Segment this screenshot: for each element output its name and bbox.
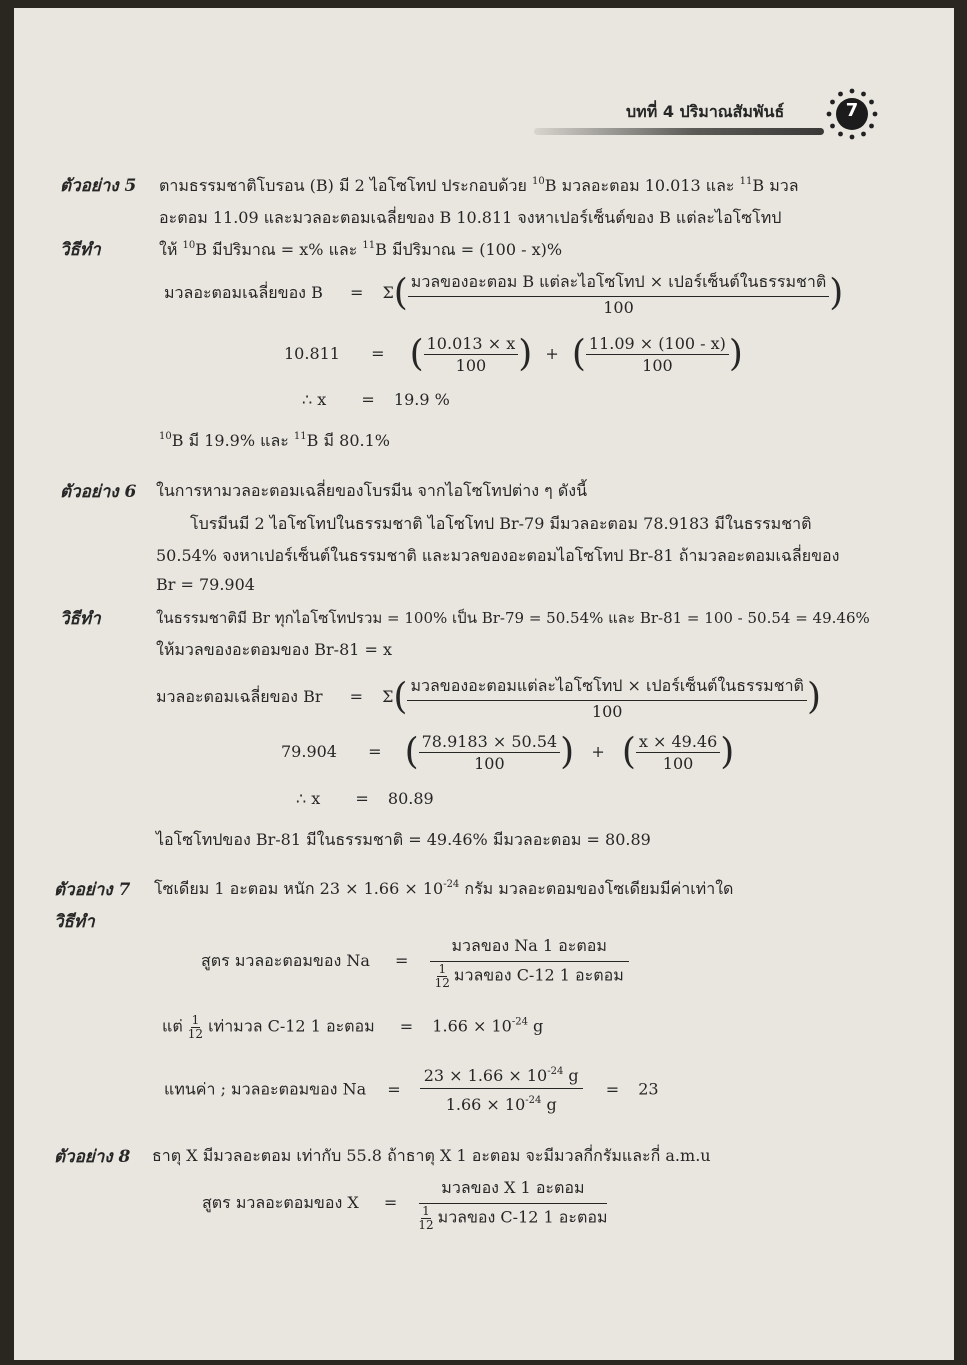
example-5-label: ตัวอย่าง 5 bbox=[60, 176, 137, 196]
example-8-formula: สูตร มวลอะตอมของ X = มวลของ X 1 อะตอม $\frac{1}{12}$ มวลของ C-12 1 อะตอม bbox=[202, 1178, 608, 1232]
example-6-result: ∴ x = 80.89 bbox=[296, 789, 434, 808]
example-6-paragraph-line1: โบรมีนมี 2 ไอโซโทปในธรรมชาติ ไอโซโทป Br-79 มีมวลอะตอม 78.9183 มีในธรรมชาติ bbox=[190, 514, 812, 533]
header-divider-bar bbox=[534, 128, 824, 135]
example-7-question: โซเดียม 1 อะตอม หนัก $23 \times 1.66 \times 10^{-24}$ กรัม มวลอะตอมของโซเดียมมีค่าเท่าใด bbox=[154, 879, 734, 898]
example-7-substitution: แทนค่า ; มวลอะตอมของ Na = $\frac{23 \times 1.66 \times 10^{-24} g}{1.66 \times 10^{-24} g}$ = 23 bbox=[164, 1066, 659, 1114]
example-7-c12-mass: แต่ $\frac{1}{12}$ เท่ามวล C-12 1 อะตอม = $1.66 \times 10^{-24}$ g bbox=[162, 1013, 544, 1041]
example-5-substitution: 10.811 = ( $\frac{10.013 \times x}{100}$ ) + ( $\frac{11.09 \times (100 - x)}{100}$ ) bbox=[284, 333, 743, 375]
example-7-label: ตัวอย่าง 7 bbox=[54, 880, 131, 900]
example-6-method-line1: ในธรรมชาติมี Br ทุกไอโซโทปรวม = 100% เป็น Br-79 = 50.54% และ Br-81 = 100 - 50.54 = 49.46% bbox=[156, 609, 870, 627]
example-7-method-label: วิธีทำ bbox=[54, 912, 95, 932]
chapter-title: บทที่ 4 ปริมาณสัมพันธ์ bbox=[626, 102, 785, 121]
example-8-question: ธาตุ X มีมวลอะตอม เท่ากับ 55.8 ถ้าธาตุ X 1 อะตอม จะมีมวลกี่กรัมและกี่ a.m.u bbox=[152, 1146, 711, 1165]
example-6-substitution: 79.904 = ( $\frac{78.9183 \times 50.54}{100}$ ) + ( $\frac{x \times 49.46}{100}$ ) bbox=[281, 731, 735, 773]
example-6-intro: ในการหามวลอะตอมเฉลี่ยของโบรมีน จากไอโซโทปต่าง ๆ ดังนี้ bbox=[156, 481, 587, 500]
example-5-question-line1: ตามธรรมชาติโบรอน (B) มี 2 ไอโซโทป ประกอบด้วย $^{10}$B มวลอะตอม 10.013 และ $^{11}$B มวล bbox=[159, 176, 799, 195]
example-5-method-label: วิธีทำ bbox=[60, 240, 101, 260]
example-6-paragraph-line2: 50.54% จงหาเปอร์เซ็นต์ในธรรมชาติ และมวลของอะตอมไอโซโทป Br-81 ถ้ามวลอะตอมเฉลี่ยของ bbox=[156, 546, 840, 565]
example-6-label: ตัวอย่าง 6 bbox=[60, 482, 137, 502]
example-7-formula: สูตร มวลอะตอมของ Na = มวลของ Na 1 อะตอม $\frac{1}{12}$ มวลของ C-12 1 อะตอม bbox=[201, 934, 629, 989]
textbook-page bbox=[14, 8, 954, 1360]
example-5-formula: มวลอะตอมเฉลี่ยของ B = Σ( $\frac{\text{มวลของอะตอม B แต่ละไอโซโทป × เปอร์เซ็นต์ในธรรมชาติ}}{100}$ ) bbox=[164, 272, 844, 317]
example-5-result: ∴ x = 19.9 % bbox=[302, 390, 450, 409]
example-5-question-line2: อะตอม 11.09 และมวลอะตอมเฉลี่ยของ B 10.811 จงหาเปอร์เซ็นต์ของ B แต่ละไอโซโทป bbox=[159, 208, 782, 227]
example-5-given: ให้ $^{10}$B มีปริมาณ = x% และ $^{11}$B มีปริมาณ = (100 - x)% bbox=[159, 240, 563, 259]
example-5-conclusion: $^{10}$B มี 19.9% และ $^{11}$B มี 80.1% bbox=[159, 431, 390, 450]
example-6-conclusion: ไอโซโทปของ Br-81 มีในธรรมชาติ = 49.46% มีมวลอะตอม = 80.89 bbox=[156, 830, 651, 849]
page-number: 7 bbox=[845, 100, 859, 121]
example-6-paragraph-line3: Br = 79.904 bbox=[156, 575, 255, 594]
example-6-method-label: วิธีทำ bbox=[60, 609, 101, 629]
example-6-formula: มวลอะตอมเฉลี่ยของ Br = Σ( $\frac{\text{มวลของอะตอมแต่ละไอโซโทป × เปอร์เซ็นต์ในธรรมชาติ}}{100}$ ) bbox=[156, 676, 821, 721]
example-6-method-line2: ให้มวลของอะตอมของ Br-81 = x bbox=[156, 640, 393, 659]
example-8-label: ตัวอย่าง 8 bbox=[54, 1147, 131, 1167]
